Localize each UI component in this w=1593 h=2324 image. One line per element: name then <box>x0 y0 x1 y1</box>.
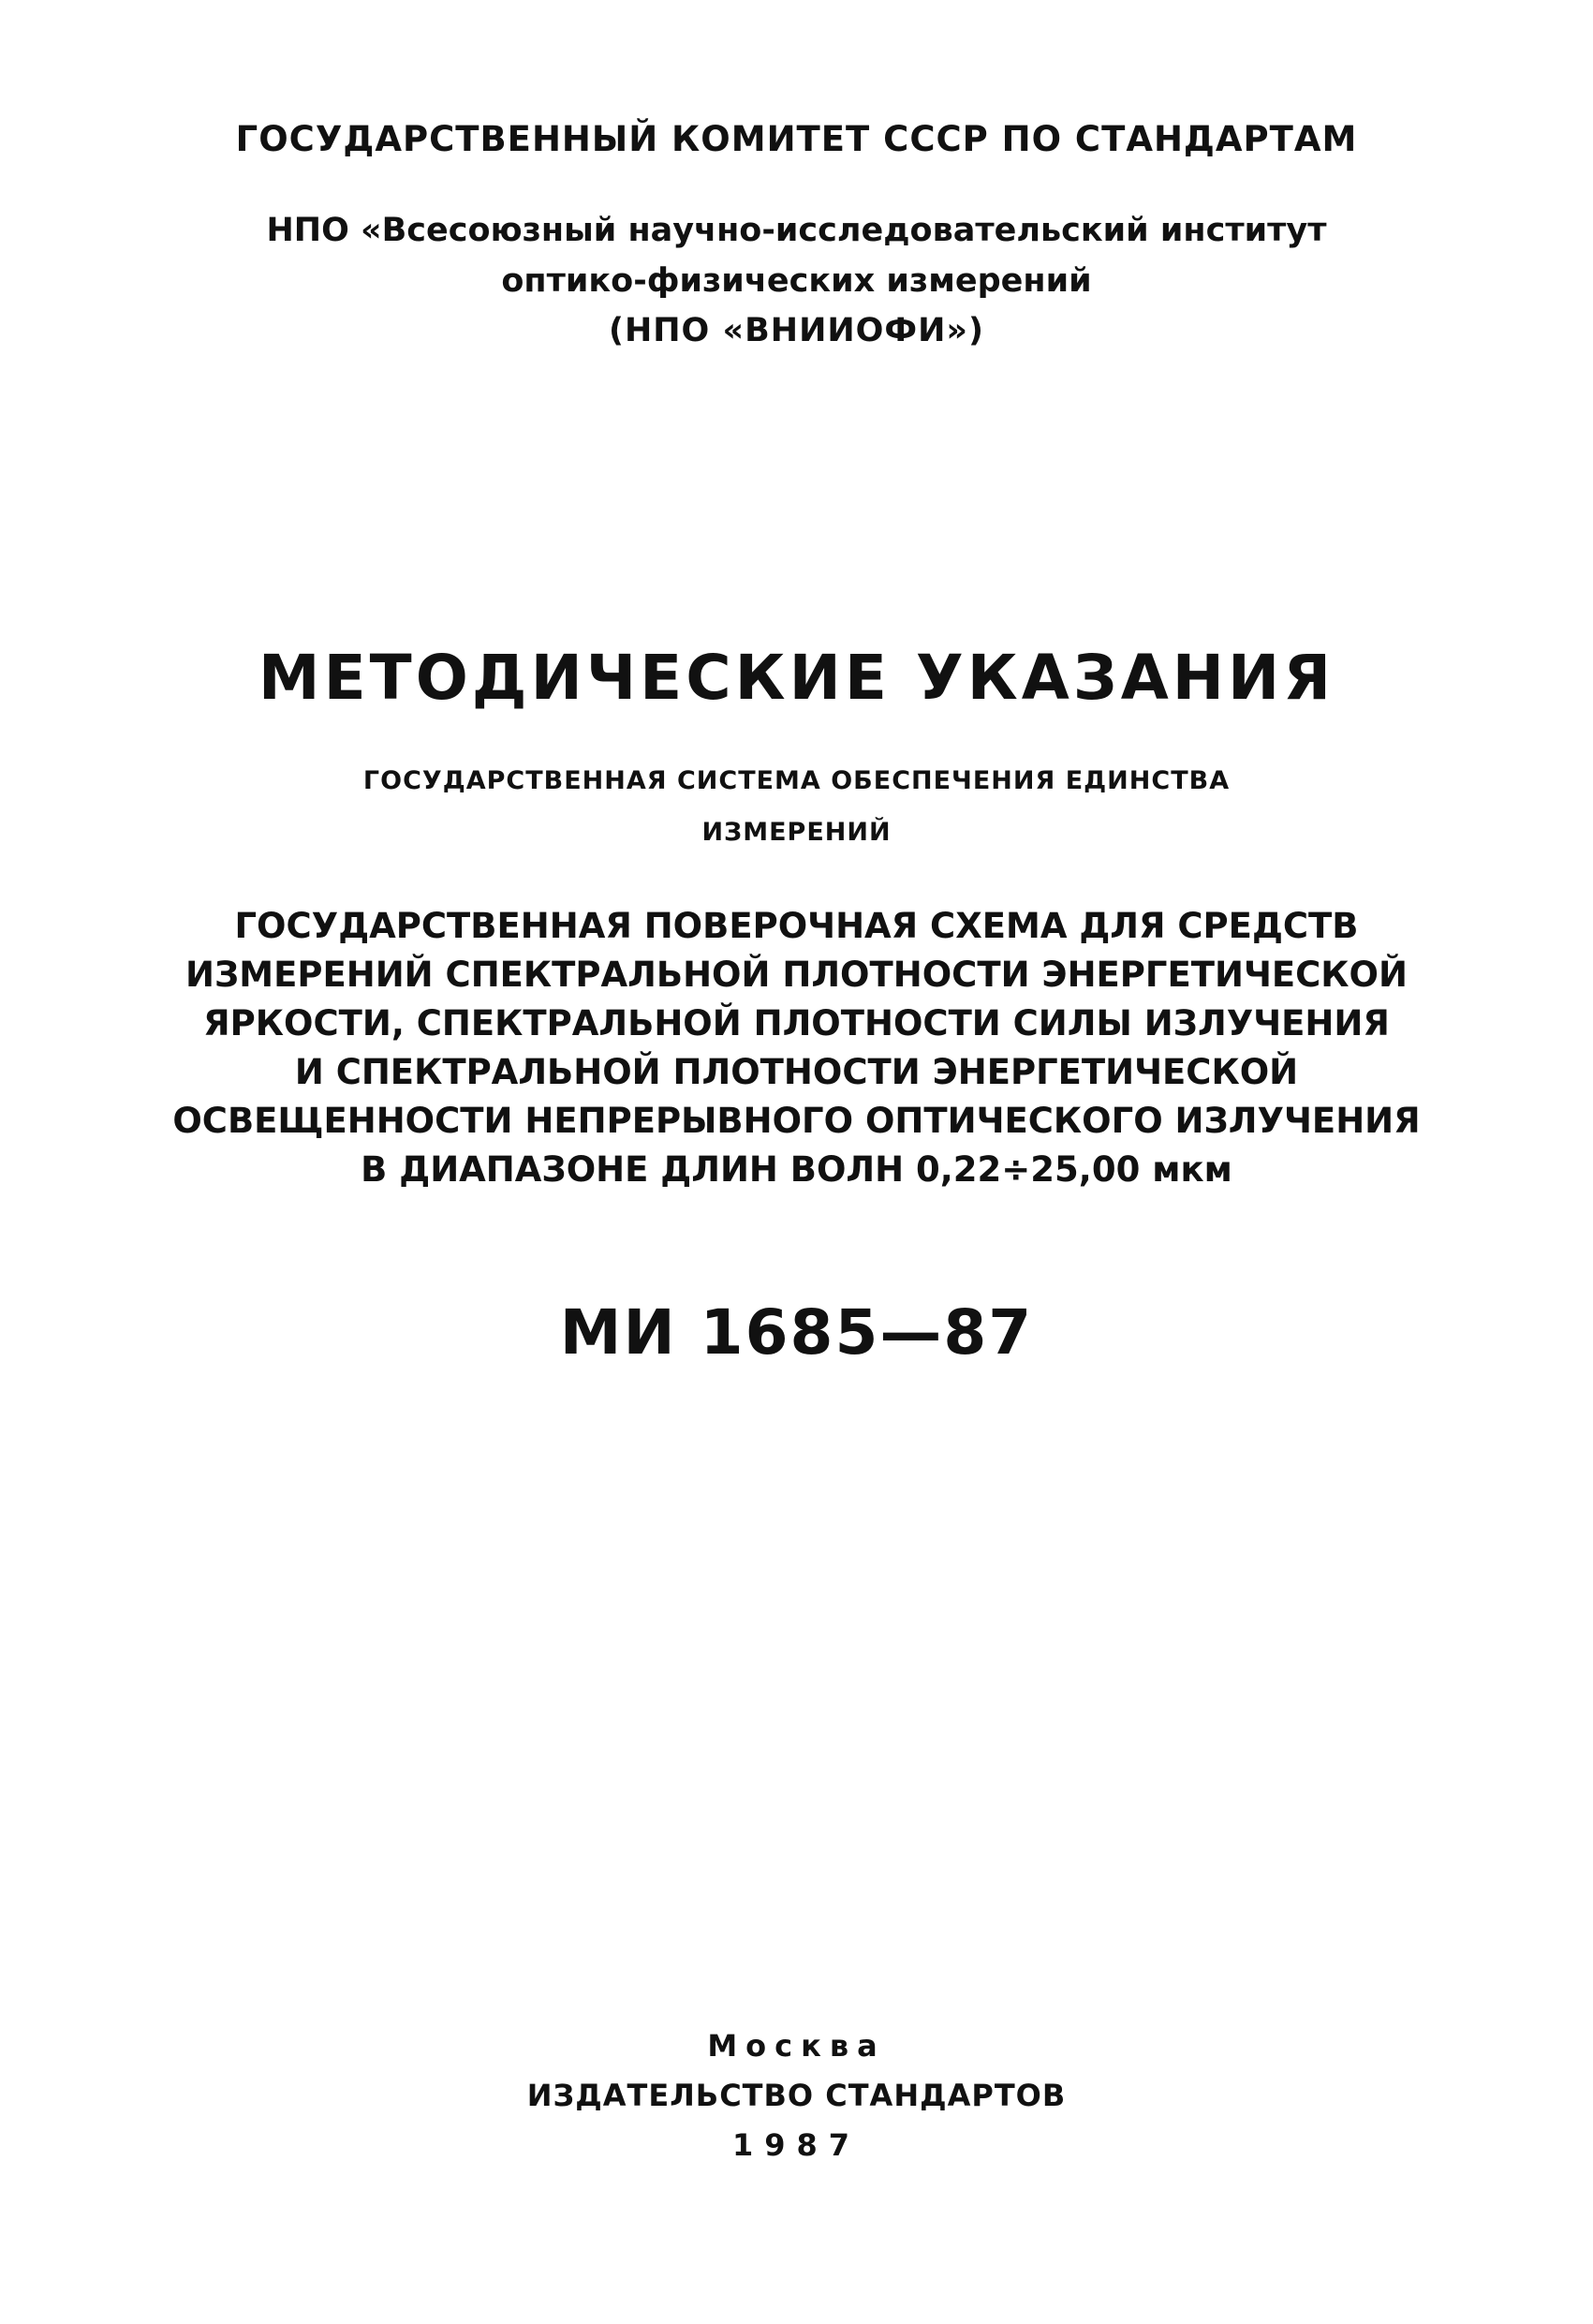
subject-line-2: ИЗМЕРЕНИЙ СПЕКТРАЛЬНОЙ ПЛОТНОСТИ ЭНЕРГЕТИЧЕСКОЙ <box>185 955 1408 995</box>
document-title: МЕТОДИЧЕСКИЕ УКАЗАНИЯ <box>258 642 1335 714</box>
subject-line-6: В ДИАПАЗОНЕ ДЛИН ВОЛН 0,22÷25,00 мкм <box>361 1149 1232 1190</box>
organization-line-2: оптико-физических измерений <box>501 262 1092 300</box>
system-line-1: ГОСУДАРСТВЕННАЯ СИСТЕМА ОБЕСПЕЧЕНИЯ ЕДИНСТВА <box>362 766 1231 795</box>
subject-line-4: И СПЕКТРАЛЬНОЙ ПЛОТНОСТИ ЭНЕРГЕТИЧЕСКОЙ <box>294 1052 1299 1092</box>
committee-name: ГОСУДАРСТВЕННЫЙ КОМИТЕТ СССР ПО СТАНДАРТАМ <box>235 119 1358 159</box>
publication-city: Москва <box>707 2028 886 2064</box>
publisher-name: ИЗДАТЕЛЬСТВО СТАНДАРТОВ <box>526 2078 1067 2113</box>
subject-line-1: ГОСУДАРСТВЕННАЯ ПОВЕРОЧНАЯ СХЕМА ДЛЯ СРЕДСТВ <box>234 906 1359 946</box>
subject-line-3: ЯРКОСТИ, СПЕКТРАЛЬНОЙ ПЛОТНОСТИ СИЛЫ ИЗЛУЧЕНИЯ <box>203 1003 1390 1044</box>
organization-abbreviation: (НПО «ВНИИОФИ») <box>608 312 985 349</box>
document-code: МИ 1685—87 <box>559 1296 1034 1369</box>
publication-year: 1987 <box>731 2127 862 2163</box>
system-line-2: ИЗМЕРЕНИЙ <box>701 818 892 847</box>
subject-line-5: ОСВЕЩЕННОСТИ НЕПРЕРЫВНОГО ОПТИЧЕСКОГО ИЗЛУЧЕНИЯ <box>172 1101 1421 1141</box>
organization-line-1: НПО «Всесоюзный научно-исследовательский институт <box>266 212 1327 249</box>
